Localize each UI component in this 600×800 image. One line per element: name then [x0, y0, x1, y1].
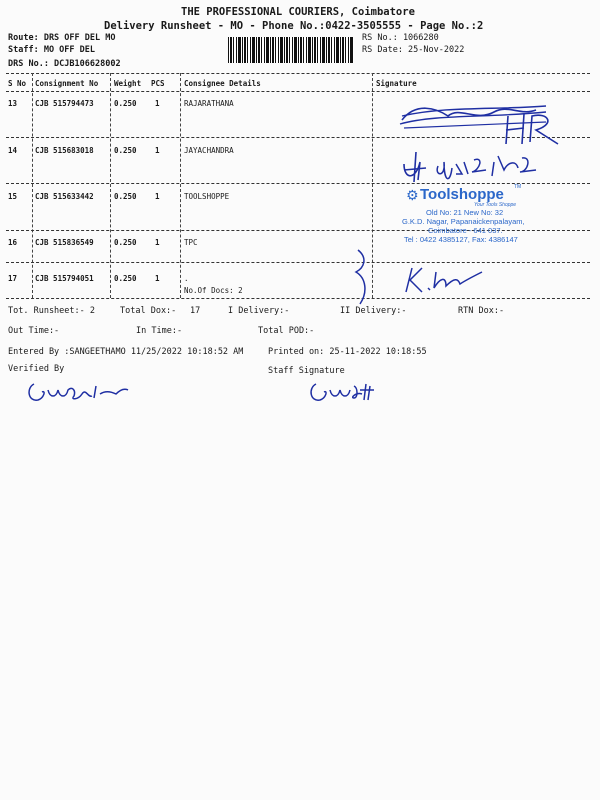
- stamp-line4: Tel : 0422 4385127, Fax: 4386147: [404, 235, 518, 244]
- gear-logo-icon: ⚙: [406, 187, 419, 203]
- table-row-consignment: CJB 515794473: [35, 99, 94, 108]
- table-row-sno: 17: [8, 274, 18, 283]
- table-row-consignment: CJB 515633442: [35, 192, 94, 201]
- table-row-sno: 13: [8, 99, 18, 108]
- table-row-sno: 15: [8, 192, 18, 201]
- no-of-docs: No.Of Docs: 2: [184, 286, 243, 295]
- table-row-sno: 16: [8, 238, 18, 247]
- company-stamp: [402, 186, 552, 248]
- table-row-weight: 0.250: [114, 192, 137, 201]
- out-time: Out Time:-: [8, 326, 60, 336]
- entered-by: Entered By :SANGEETHAMO 11/25/2022 10:18:52 AM: [8, 347, 244, 357]
- stamp-line3: Coimbatore - 641 037.: [428, 226, 503, 235]
- printed-on: Printed on: 25-11-2022 10:18:55: [268, 347, 427, 357]
- stamp-tm: TM: [514, 184, 522, 190]
- drs-no: DRS No.: DCJB106628002: [8, 59, 121, 69]
- table-row-consignment: CJB 515794051: [35, 274, 94, 283]
- barcode: [228, 37, 354, 63]
- table-row-weight: 0.250: [114, 274, 137, 283]
- staff-signature: [306, 378, 386, 410]
- table-row-sno: 14: [8, 146, 18, 155]
- col-header-signature: Signature: [376, 79, 417, 88]
- col-divider: [32, 73, 33, 298]
- col-header-sno: S No: [8, 79, 27, 88]
- stamp-line1: Old No: 21 New No: 32: [426, 208, 504, 217]
- tot-runsheet: Tot. Runsheet:- 2: [8, 306, 95, 316]
- table-row-pcs: 1: [155, 274, 160, 283]
- table-row-consignment: CJB 515683018: [35, 146, 94, 155]
- col-header-pcs: PCS: [151, 79, 165, 88]
- route: Route: DRS OFF DEL MO: [8, 33, 116, 43]
- stamp-line2: G.K.D. Nagar, Papanaickenpalayam,: [402, 217, 525, 226]
- in-time: In Time:-: [136, 326, 183, 336]
- staff: Staff: MO OFF DEL: [8, 45, 95, 55]
- signature-row-17: [350, 248, 500, 308]
- stamp-tagline: Your Tools Shoppe: [474, 202, 517, 208]
- i-delivery: I Delivery:-: [228, 306, 290, 316]
- table-row-consignee: JAYACHANDRA: [184, 146, 234, 155]
- table-top-rule: [6, 73, 590, 74]
- runsheet-subtitle: Delivery Runsheet - MO - Phone No.:0422-3505555 - Page No.:2: [104, 20, 484, 32]
- verified-by-signature: [24, 376, 134, 410]
- stamp-brand: Toolshoppe: [420, 186, 504, 203]
- col-divider: [180, 73, 181, 298]
- table-row-consignee: RAJARATHANA: [184, 99, 234, 108]
- col-header-consignee: Consignee Details: [184, 79, 261, 88]
- rs-date: RS Date: 25-Nov-2022: [362, 45, 465, 55]
- table-row-pcs: 1: [155, 192, 160, 201]
- table-row-consignee: .: [184, 274, 189, 283]
- table-row-pcs: 1: [155, 238, 160, 247]
- col-header-weight: Weight: [114, 79, 142, 88]
- signature-row-14: [398, 138, 568, 188]
- table-bottom-rule: [6, 298, 590, 299]
- table-row-weight: 0.250: [114, 99, 137, 108]
- table-row-pcs: 1: [155, 146, 160, 155]
- rs-no: RS No.: 1066280: [362, 33, 439, 43]
- company-title: THE PROFESSIONAL COURIERS, Coimbatore: [181, 6, 415, 18]
- col-header-consignment: Consignment No: [35, 79, 99, 88]
- table-row-consignment: CJB 515836549: [35, 238, 94, 247]
- table-row-weight: 0.250: [114, 238, 137, 247]
- table-row-consignee: TPC: [184, 238, 198, 247]
- col-divider: [110, 73, 111, 298]
- total-dox-label: Total Dox:-: [120, 306, 177, 316]
- ii-delivery: II Delivery:-: [340, 306, 407, 316]
- table-row-consignee: TOOLSHOPPE: [184, 192, 230, 201]
- total-dox-value: 17: [190, 306, 201, 316]
- table-row-weight: 0.250: [114, 146, 137, 155]
- total-pod: Total POD:-: [258, 326, 315, 336]
- verified-by: Verified By: [8, 364, 65, 374]
- staff-signature-label: Staff Signature: [268, 366, 345, 376]
- table-row-pcs: 1: [155, 99, 160, 108]
- rtn-dox: RTN Dox:-: [458, 306, 505, 316]
- row-rule: [6, 262, 590, 263]
